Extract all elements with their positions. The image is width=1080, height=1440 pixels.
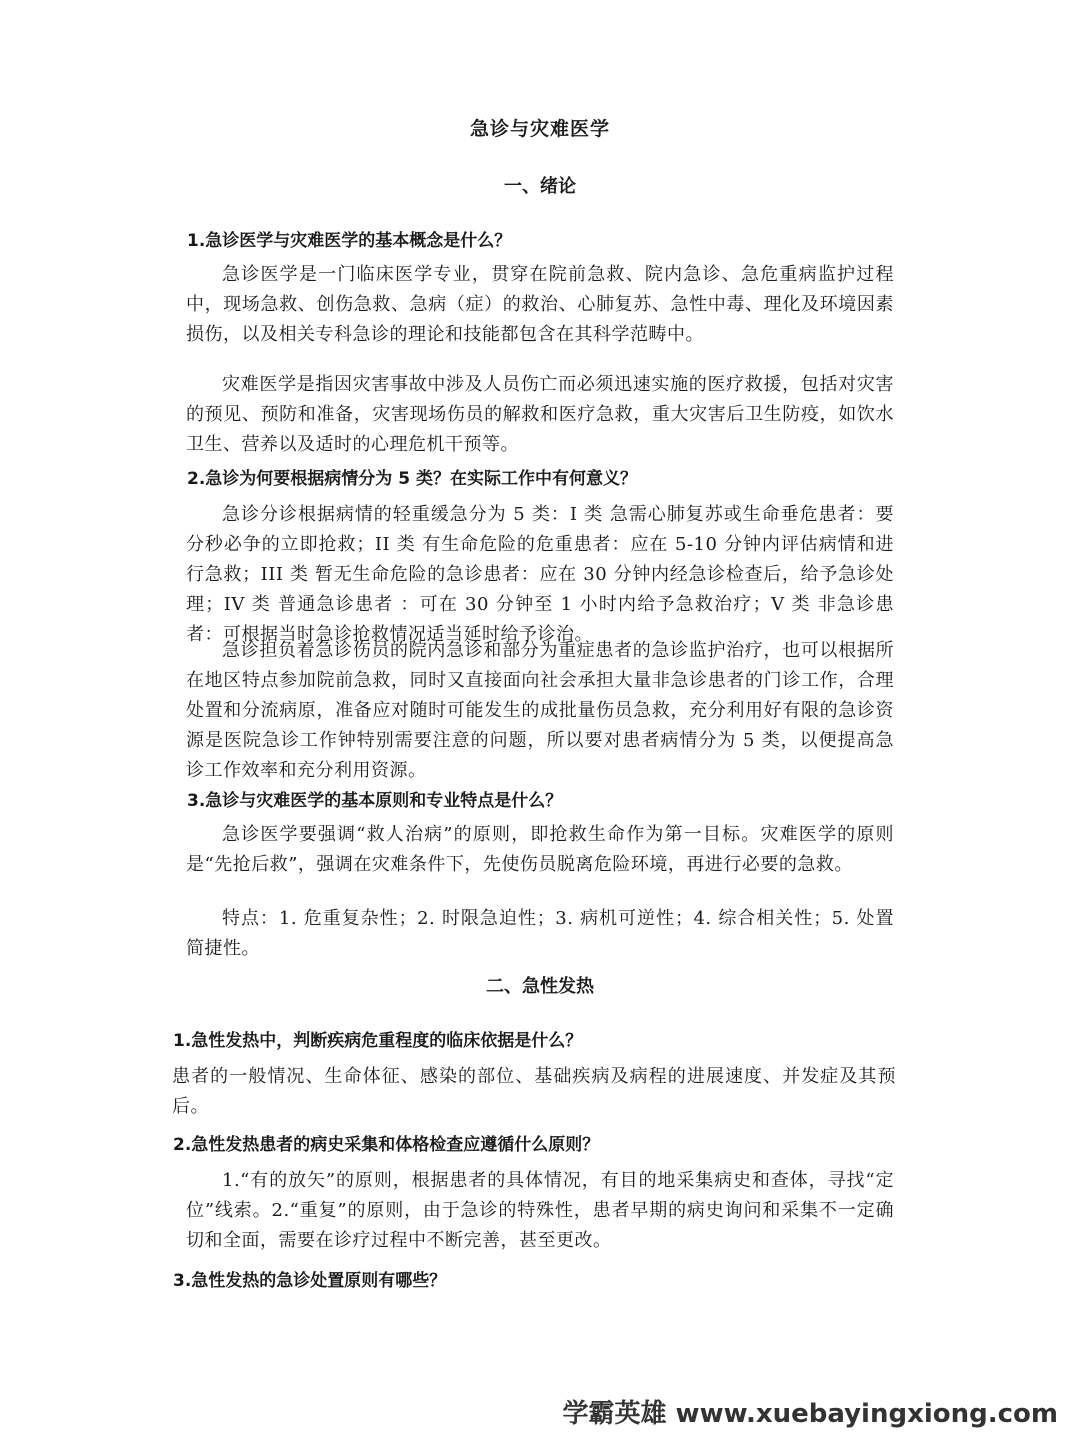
paragraph: 急诊医学要强调“救人治病”的原则，即抢救生命作为第一目标。灾难医学的原则是“先抢后救”，强调在灾难条件下，先使伤员脱离危险环境，再进行必要的急救。 [186, 824, 894, 875]
section-heading-fever: 二、急性发热 [486, 976, 594, 997]
question-heading: 2.急诊为何要根据病情分为 5 类？在实际工作中有何意义？ [187, 469, 637, 489]
paragraph: 患者的一般情况、生命体征、感染的部位、基础疾病及病程的进展速度、并发症及其预后。 [172, 1066, 896, 1117]
question-heading: 3.急诊与灾难医学的基本原则和专业特点是什么？ [187, 791, 563, 811]
paragraph: 1.“有的放矢”的原则，根据患者的具体情况，有目的地采集病史和查体，寻找“定位”线索。2.“重复”的原则，由于急诊的特殊性，患者早期的病史询问和采集不一定确切和全面，需要在诊疗过程中不断完善，甚至更改。 [186, 1170, 894, 1251]
question-heading: 3.急性发热的急诊处置原则有哪些？ [173, 1271, 447, 1291]
question-heading: 2.急性发热患者的病史采集和体格检查应遵循什么原则？ [173, 1135, 600, 1155]
paragraph: 特点：1. 危重复杂性；2. 时限急迫性；3. 病机可逆性；4. 综合相关性；5. 处置简捷性。 [186, 908, 894, 959]
paragraph: 急诊医学是一门临床医学专业，贯穿在院前急救、院内急诊、急危重病监护过程中，现场急救、创伤急救、急病（症）的救治、心肺复苏、急性中毒、理化及环境因素损伤，以及相关专科急诊的理论和技能都包含在其科学范畴中。 [186, 264, 894, 345]
paragraph: 灾难医学是指因灾害事故中涉及人员伤亡而必须迅速实施的医疗救援，包括对灾害的预见、预防和准备，灾害现场伤员的解救和医疗急救，重大灾害后卫生防疫，如饮水卫生、营养以及适时的心理危机干预等。 [186, 374, 894, 455]
document-title: 急诊与灾难医学 [469, 118, 610, 140]
paragraph: 急诊担负着急诊伤员的院内急诊和部分为重症患者的急诊监护治疗，也可以根据所在地区特点参加院前急救，同时又直接面向社会承担大量非急诊患者的门诊工作，合理处置和分流病原，准备应对随时可能发生的成批量伤员急救，充分利用好有限的急诊资源是医院急诊工作钟特别需要注意的问题，所以要对患者病情分为 5 类，以便提高急诊工作效率和充分利用资源。 [186, 640, 894, 781]
question-heading: 1.急性发热中，判断疾病危重程度的临床依据是什么？ [173, 1031, 583, 1051]
site-watermark: 学霸英雄 www.xuebayingxiong.com [562, 1399, 1058, 1429]
section-heading-intro: 一、绪论 [504, 176, 576, 197]
question-heading: 1.急诊医学与灾难医学的基本概念是什么？ [187, 231, 512, 251]
paragraph: 急诊分诊根据病情的轻重缓急分为 5 类：I 类 急需心肺复苏或生命垂危患者：要分秒必争的立即抢救；II 类 有生命危险的危重患者：应在 5-10 分钟内评估病情和进行急救；III 类 暂无生命危险的急诊患者：应在 30 分钟内经急诊检查后，给予急诊处理；IV 类 普通急诊患者 ：可在 30 分钟至 1 小时内给予急救治疗；V 类 非急诊患者：可根据当时急诊抢救情况适当延时给予诊治。 [186, 504, 894, 645]
